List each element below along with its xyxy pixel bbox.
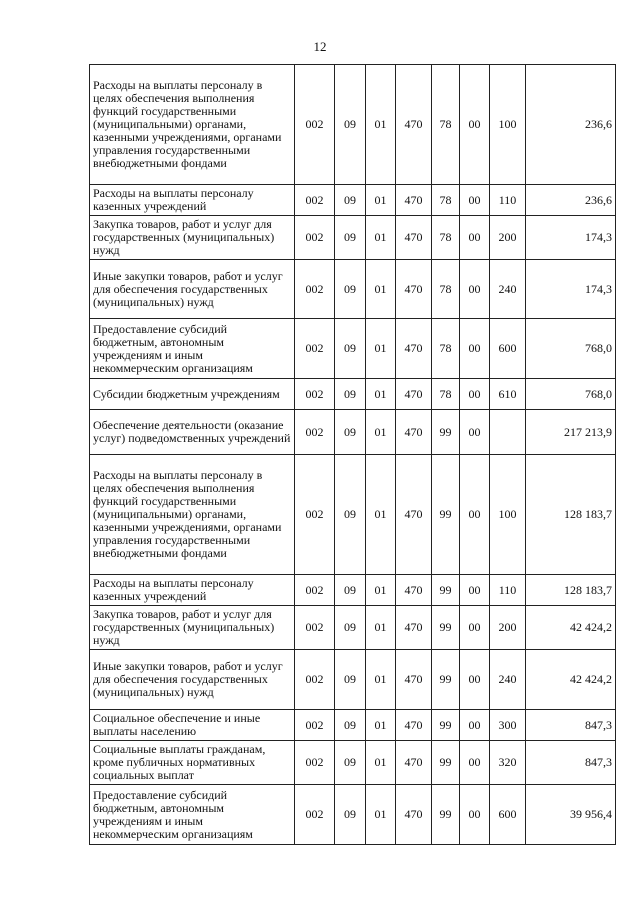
table-row xyxy=(90,216,616,260)
section-code: 09 xyxy=(335,379,366,410)
target-article-part-1: 470 xyxy=(396,606,432,650)
table-row xyxy=(90,379,616,410)
expense-type-code: 600 xyxy=(490,785,526,845)
row-description: Расходы на выплаты персоналу в целях обеспечения выполнения функций государственными (муниципальными) органами, казенными учреждениями, органами управления государственными внебюджетными фондами xyxy=(90,455,295,575)
target-article-part-2: 99 xyxy=(432,606,460,650)
expense-type-code: 610 xyxy=(490,379,526,410)
expense-type-code: 320 xyxy=(490,741,526,785)
amount: 768,0 xyxy=(526,379,616,410)
amount: 128 183,7 xyxy=(526,575,616,606)
target-article-part-2: 78 xyxy=(432,185,460,216)
subsection-code: 01 xyxy=(366,650,396,710)
ministry-code: 002 xyxy=(295,455,335,575)
target-article-part-2: 78 xyxy=(432,260,460,319)
subsection-code: 01 xyxy=(366,575,396,606)
expense-type-code: 110 xyxy=(490,575,526,606)
table-row xyxy=(90,785,616,845)
row-description: Предоставление субсидий бюджетным, автономным учреждениям и иным некоммерческим организациям xyxy=(90,785,295,845)
table-row xyxy=(90,410,616,455)
subsection-code: 01 xyxy=(366,606,396,650)
page-number: 12 xyxy=(313,39,327,54)
subsection-code: 01 xyxy=(366,185,396,216)
table-row xyxy=(90,606,616,650)
row-description: Иные закупки товаров, работ и услуг для обеспечения государственных (муниципальных) нужд xyxy=(90,260,295,319)
table-row xyxy=(90,650,616,710)
expense-type-code: 300 xyxy=(490,710,526,741)
ministry-code: 002 xyxy=(295,319,335,379)
table-row xyxy=(90,319,616,379)
target-article-part-1: 470 xyxy=(396,455,432,575)
target-article-part-1: 470 xyxy=(396,410,432,455)
section-code: 09 xyxy=(335,710,366,741)
row-description: Обеспечение деятельности (оказание услуг) подведомственных учреждений xyxy=(90,410,295,455)
amount: 236,6 xyxy=(526,185,616,216)
target-article-part-2: 99 xyxy=(432,650,460,710)
target-article-part-3: 00 xyxy=(460,455,490,575)
amount: 236,6 xyxy=(526,65,616,185)
row-description: Закупка товаров, работ и услуг для государственных (муниципальных) нужд xyxy=(90,606,295,650)
target-article-part-3: 00 xyxy=(460,379,490,410)
row-description: Социальные выплаты гражданам, кроме публичных нормативных социальных выплат xyxy=(90,741,295,785)
row-description: Иные закупки товаров, работ и услуг для обеспечения государственных (муниципальных) нужд xyxy=(90,650,295,710)
expense-type-code: 600 xyxy=(490,319,526,379)
row-description: Закупка товаров, работ и услуг для государственных (муниципальных) нужд xyxy=(90,216,295,260)
expense-type-code xyxy=(490,410,526,455)
row-description: Расходы на выплаты персоналу казенных учреждений xyxy=(90,185,295,216)
target-article-part-3: 00 xyxy=(460,575,490,606)
amount: 847,3 xyxy=(526,710,616,741)
amount: 174,3 xyxy=(526,260,616,319)
target-article-part-3: 00 xyxy=(460,185,490,216)
target-article-part-3: 00 xyxy=(460,319,490,379)
amount: 42 424,2 xyxy=(526,606,616,650)
expense-type-code: 240 xyxy=(490,260,526,319)
section-code: 09 xyxy=(335,785,366,845)
target-article-part-1: 470 xyxy=(396,575,432,606)
amount: 217 213,9 xyxy=(526,410,616,455)
section-code: 09 xyxy=(335,410,366,455)
section-code: 09 xyxy=(335,606,366,650)
ministry-code: 002 xyxy=(295,185,335,216)
amount: 42 424,2 xyxy=(526,650,616,710)
target-article-part-1: 470 xyxy=(396,379,432,410)
section-code: 09 xyxy=(335,185,366,216)
table-row xyxy=(90,455,616,575)
subsection-code: 01 xyxy=(366,216,396,260)
target-article-part-3: 00 xyxy=(460,785,490,845)
ministry-code: 002 xyxy=(295,410,335,455)
row-description: Расходы на выплаты персоналу в целях обеспечения выполнения функций государственными (муниципальными) органами, казенными учреждениями, органами управления государственными внебюджетными фондами xyxy=(90,65,295,185)
target-article-part-2: 99 xyxy=(432,785,460,845)
target-article-part-1: 470 xyxy=(396,319,432,379)
expense-type-code: 200 xyxy=(490,216,526,260)
subsection-code: 01 xyxy=(366,65,396,185)
target-article-part-3: 00 xyxy=(460,216,490,260)
ministry-code: 002 xyxy=(295,260,335,319)
amount: 39 956,4 xyxy=(526,785,616,845)
table-row xyxy=(90,185,616,216)
target-article-part-3: 00 xyxy=(460,65,490,185)
target-article-part-1: 470 xyxy=(396,650,432,710)
ministry-code: 002 xyxy=(295,216,335,260)
expense-type-code: 100 xyxy=(490,455,526,575)
target-article-part-1: 470 xyxy=(396,741,432,785)
ministry-code: 002 xyxy=(295,785,335,845)
target-article-part-3: 00 xyxy=(460,606,490,650)
target-article-part-1: 470 xyxy=(396,216,432,260)
row-description: Социальное обеспечение и иные выплаты населению xyxy=(90,710,295,741)
ministry-code: 002 xyxy=(295,65,335,185)
table-row xyxy=(90,741,616,785)
target-article-part-2: 78 xyxy=(432,319,460,379)
target-article-part-2: 99 xyxy=(432,410,460,455)
section-code: 09 xyxy=(335,319,366,379)
target-article-part-1: 470 xyxy=(396,785,432,845)
row-description: Предоставление субсидий бюджетным, автономным учреждениям и иным некоммерческим организациям xyxy=(90,319,295,379)
expense-type-code: 200 xyxy=(490,606,526,650)
section-code: 09 xyxy=(335,260,366,319)
expense-type-code: 240 xyxy=(490,650,526,710)
table-row xyxy=(90,710,616,741)
section-code: 09 xyxy=(335,216,366,260)
subsection-code: 01 xyxy=(366,710,396,741)
target-article-part-3: 00 xyxy=(460,741,490,785)
target-article-part-3: 00 xyxy=(460,710,490,741)
amount: 847,3 xyxy=(526,741,616,785)
amount: 768,0 xyxy=(526,319,616,379)
expense-type-code: 110 xyxy=(490,185,526,216)
row-description: Субсидии бюджетным учреждениям xyxy=(90,379,295,410)
target-article-part-2: 99 xyxy=(432,455,460,575)
target-article-part-3: 00 xyxy=(460,410,490,455)
section-code: 09 xyxy=(335,650,366,710)
ministry-code: 002 xyxy=(295,606,335,650)
row-description: Расходы на выплаты персоналу казенных учреждений xyxy=(90,575,295,606)
table-row xyxy=(90,575,616,606)
section-code: 09 xyxy=(335,741,366,785)
amount: 128 183,7 xyxy=(526,455,616,575)
table-row xyxy=(90,65,616,185)
table-row xyxy=(90,260,616,319)
target-article-part-2: 99 xyxy=(432,741,460,785)
target-article-part-2: 78 xyxy=(432,216,460,260)
section-code: 09 xyxy=(335,65,366,185)
ministry-code: 002 xyxy=(295,710,335,741)
subsection-code: 01 xyxy=(366,741,396,785)
target-article-part-2: 78 xyxy=(432,65,460,185)
ministry-code: 002 xyxy=(295,741,335,785)
ministry-code: 002 xyxy=(295,379,335,410)
target-article-part-1: 470 xyxy=(396,260,432,319)
target-article-part-2: 99 xyxy=(432,710,460,741)
target-article-part-2: 78 xyxy=(432,379,460,410)
section-code: 09 xyxy=(335,455,366,575)
target-article-part-1: 470 xyxy=(396,65,432,185)
target-article-part-3: 00 xyxy=(460,650,490,710)
subsection-code: 01 xyxy=(366,410,396,455)
target-article-part-2: 99 xyxy=(432,575,460,606)
ministry-code: 002 xyxy=(295,575,335,606)
budget-table xyxy=(89,64,616,845)
section-code: 09 xyxy=(335,575,366,606)
target-article-part-1: 470 xyxy=(396,185,432,216)
subsection-code: 01 xyxy=(366,379,396,410)
subsection-code: 01 xyxy=(366,455,396,575)
amount: 174,3 xyxy=(526,216,616,260)
target-article-part-1: 470 xyxy=(396,710,432,741)
expense-type-code: 100 xyxy=(490,65,526,185)
subsection-code: 01 xyxy=(366,319,396,379)
subsection-code: 01 xyxy=(366,260,396,319)
ministry-code: 002 xyxy=(295,650,335,710)
target-article-part-3: 00 xyxy=(460,260,490,319)
subsection-code: 01 xyxy=(366,785,396,845)
